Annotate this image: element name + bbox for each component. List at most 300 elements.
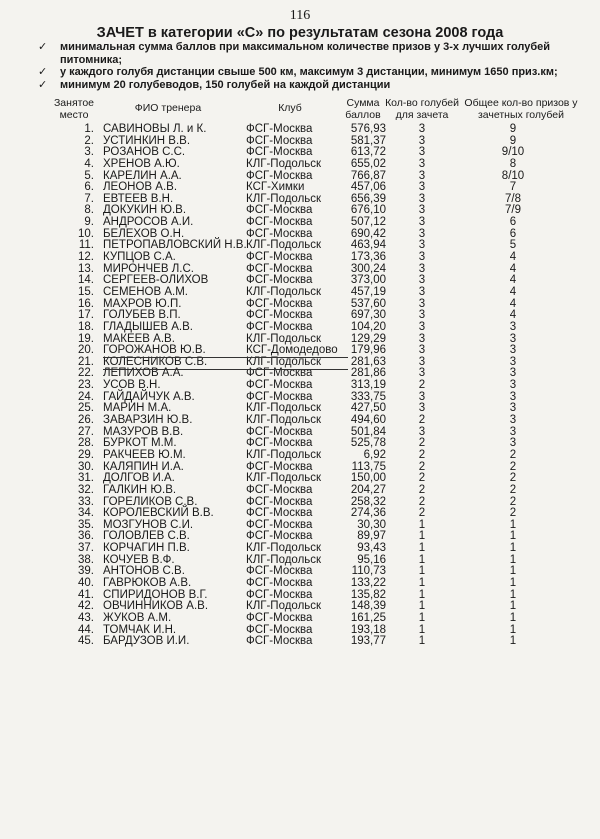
pigeon-count-cell: 3 (418, 123, 426, 135)
club-cell: ФСГ-Москва (246, 274, 313, 287)
score-cell: 373,00 (350, 274, 386, 287)
prize-count-cell: 6 (509, 227, 517, 240)
pigeon-count-cell: 2 (418, 472, 426, 485)
pigeon-count-cell: 3 (418, 309, 426, 322)
club-cell: КЛГ-Подольск (246, 472, 322, 485)
trainer-name-cell: КАЛЯПИН И.А. (103, 460, 184, 473)
trainer-name-cell: БЕЛЕХОВ О.Н. (103, 227, 185, 240)
place-cell: 23. (78, 379, 94, 392)
trainer-name-cell: СЕРГЕЕВ-ОЛИХОВ (103, 274, 209, 287)
trainer-name-cell: БУРКОТ М.М. (103, 437, 177, 450)
trainer-name-cell: МИРОНЧЕВ Л.С. (103, 262, 194, 275)
prize-count-cell: 8/10 (501, 169, 525, 182)
club-cell: ФСГ-Москва (246, 251, 313, 264)
place-cell: 19. (78, 332, 94, 345)
score-cell: 697,30 (350, 309, 386, 322)
score-cell: 494,60 (350, 414, 386, 427)
score-cell: 93,43 (357, 542, 386, 555)
trainer-name-cell: ЗАВАРЗИН Ю.В. (103, 414, 193, 427)
table-header (0, 95, 600, 123)
score-cell: 656,39 (350, 192, 386, 205)
place-cell: 4. (84, 157, 94, 170)
pigeon-count-cell: 3 (418, 367, 426, 380)
pigeon-count-cell: 1 (418, 542, 426, 555)
trainer-name-cell: ГОЛУБЕВ В.П. (103, 309, 181, 322)
pigeon-count-cell: 3 (418, 355, 426, 368)
club-cell: ФСГ-Москва (246, 460, 313, 473)
pigeon-count-cell: 3 (418, 344, 426, 357)
header-name: ФИО тренера (134, 102, 202, 114)
place-cell: 43. (78, 611, 94, 624)
prize-count-cell: 1 (509, 530, 517, 543)
trainer-name-cell: УСОВ В.Н. (103, 379, 161, 392)
trainer-name-cell: МАЗУРОВ В.В. (103, 425, 184, 438)
pigeon-count-cell: 1 (418, 553, 426, 566)
trainer-name-cell: ГАЛКИН Ю.В. (103, 483, 177, 496)
pigeon-count-cell: 3 (418, 285, 426, 298)
club-cell: ФСГ-Москва (246, 507, 313, 520)
trainer-name-cell: ЕВТЕЕВ В.Н. (103, 192, 174, 205)
table-row (0, 450, 600, 462)
club-cell: КЛГ-Подольск (246, 192, 322, 205)
place-cell: 15. (78, 285, 94, 298)
criteria-item (38, 66, 578, 79)
trainer-name-cell: ДОКУКИН Ю.В. (103, 204, 187, 217)
place-cell: 38. (78, 553, 94, 566)
trainer-name-cell: МАХРОВ Ю.П. (103, 297, 182, 310)
score-cell: 274,36 (350, 507, 386, 520)
score-cell: 690,42 (350, 227, 386, 240)
pigeon-count-cell: 2 (418, 379, 426, 392)
score-cell: 258,32 (350, 495, 386, 508)
place-cell: 35. (78, 518, 94, 531)
trainer-name-cell: ТОМЧАК И.Н. (103, 623, 177, 636)
score-cell: 525,78 (350, 437, 386, 450)
pigeon-count-cell: 3 (418, 239, 426, 252)
prize-count-cell: 2 (509, 460, 517, 473)
prize-count-cell: 9/10 (501, 146, 525, 159)
place-cell: 7. (84, 192, 94, 205)
table-row (0, 159, 600, 171)
place-cell: 28. (78, 437, 94, 450)
pigeon-count-cell: 2 (418, 460, 426, 473)
club-cell: ФСГ-Москва (246, 169, 313, 182)
checkmark-icon: ✓ (38, 41, 48, 53)
underline (103, 369, 348, 370)
club-cell: ФСГ-Москва (246, 518, 313, 531)
place-cell: 45. (78, 635, 94, 648)
place-cell: 39. (78, 565, 94, 578)
place-cell: 21. (78, 355, 94, 368)
place-cell: 5. (84, 169, 94, 182)
prize-count-cell: 1 (509, 600, 517, 613)
trainer-name-cell: АНТОНОВ С.В. (103, 565, 185, 578)
place-cell: 44. (78, 623, 94, 636)
score-cell: 173,36 (350, 251, 386, 264)
table-row (0, 543, 600, 555)
club-cell: ФСГ-Москва (246, 309, 313, 322)
header-count: Кол-во голубей для зачета (385, 97, 459, 121)
place-cell: 6. (84, 181, 94, 194)
score-cell: 613,72 (350, 146, 386, 159)
pigeon-count-cell: 3 (418, 274, 426, 287)
trainer-name-cell: МОЗГУНОВ С.И. (103, 518, 194, 531)
table-row (0, 578, 600, 590)
place-cell: 37. (78, 542, 94, 555)
trainer-name-cell: КОЛЕСНИКОВ С.В. (103, 355, 208, 368)
club-cell: КЛГ-Подольск (246, 600, 322, 613)
club-cell: КЛГ-Подольск (246, 542, 322, 555)
club-cell: ФСГ-Москва (246, 565, 313, 578)
page-number: 116 (289, 8, 311, 23)
prize-count-cell: 3 (509, 379, 517, 392)
score-cell: 655,02 (350, 157, 386, 170)
criteria-text: минимальная сумма баллов при максимальном количестве призов у 3-х лучших голубей питомника; (60, 41, 551, 66)
prize-count-cell: 1 (509, 565, 517, 578)
table-row (0, 636, 600, 648)
score-cell: 313,19 (350, 379, 386, 392)
place-cell: 24. (78, 390, 94, 403)
club-cell: ФСГ-Москва (246, 635, 313, 648)
place-cell: 14. (78, 274, 94, 287)
score-cell: 576,93 (350, 123, 386, 135)
prize-count-cell: 3 (509, 425, 517, 438)
place-cell: 3. (84, 146, 94, 159)
prize-count-cell: 1 (509, 623, 517, 636)
club-cell: ФСГ-Москва (246, 216, 313, 229)
prize-count-cell: 3 (509, 367, 517, 380)
place-cell: 42. (78, 600, 94, 613)
club-cell: ФСГ-Москва (246, 495, 313, 508)
pigeon-count-cell: 3 (418, 146, 426, 159)
club-cell: ФСГ-Москва (246, 367, 313, 380)
pigeon-count-cell: 1 (418, 623, 426, 636)
pigeon-count-cell: 3 (418, 425, 426, 438)
pigeon-count-cell: 3 (418, 204, 426, 217)
criteria-item (38, 79, 578, 92)
pigeon-count-cell: 1 (418, 635, 426, 648)
score-cell: 113,75 (351, 460, 386, 473)
underline (103, 357, 348, 358)
pigeon-count-cell: 1 (418, 518, 426, 531)
header-club: Клуб (278, 102, 302, 114)
score-cell: 457,06 (350, 181, 386, 194)
place-cell: 18. (78, 320, 94, 333)
table-row (0, 380, 600, 392)
table-row (0, 613, 600, 625)
place-cell: 1. (84, 123, 94, 135)
trainer-name-cell: КАРЕЛИН А.А. (103, 169, 182, 182)
trainer-name-cell: САВИНОВЫ Л. и К. (103, 123, 207, 135)
place-cell: 13. (78, 262, 94, 275)
criteria-list (38, 41, 578, 91)
pigeon-count-cell: 3 (418, 402, 426, 415)
pigeon-count-cell: 3 (418, 251, 426, 264)
pigeon-count-cell: 1 (418, 600, 426, 613)
trainer-name-cell: БАРДУЗОВ И.И. (103, 635, 190, 648)
club-cell: ФСГ-Москва (246, 379, 313, 392)
club-cell: КЛГ-Подольск (246, 239, 322, 252)
trainer-name-cell: ГЛАДЫШЕВ А.В. (103, 320, 193, 333)
club-cell: ФСГ-Москва (246, 483, 313, 496)
place-cell: 2. (84, 134, 94, 147)
trainer-name-cell: КУПЦОВ С.А. (103, 251, 176, 264)
place-cell: 20. (78, 344, 94, 357)
club-cell: ФСГ-Москва (246, 437, 313, 450)
score-cell: 766,87 (350, 169, 386, 182)
place-cell: 25. (78, 402, 94, 415)
prize-count-cell: 3 (509, 402, 517, 415)
score-cell: 30,30 (357, 518, 386, 531)
club-cell: ФСГ-Москва (246, 320, 313, 333)
club-cell: КЛГ-Подольск (246, 448, 322, 461)
club-cell: КЛГ-Подольск (246, 402, 322, 415)
page-title: ЗАЧЕТ в категории «С» по результатам сезона 2008 года (96, 25, 504, 41)
prize-count-cell: 2 (509, 507, 517, 520)
checkmark-icon: ✓ (38, 66, 48, 78)
score-cell: 507,12 (350, 216, 386, 229)
club-cell: ФСГ-Москва (246, 530, 313, 543)
club-cell: КСГ-Домодедово (246, 344, 338, 357)
club-cell: ФСГ-Москва (246, 576, 313, 589)
club-cell: КЛГ-Подольск (246, 157, 322, 170)
pigeon-count-cell: 2 (418, 483, 426, 496)
score-cell: 457,19 (350, 285, 386, 298)
club-cell: ФСГ-Москва (246, 204, 313, 217)
trainer-name-cell: ЛЕПИХОВ А.А. (103, 367, 184, 380)
pigeon-count-cell: 1 (418, 576, 426, 589)
criteria-item (38, 41, 578, 66)
prize-count-cell: 3 (509, 332, 517, 345)
score-cell: 193,18 (350, 623, 386, 636)
prize-count-cell: 4 (509, 262, 517, 275)
prize-count-cell: 3 (509, 414, 517, 427)
club-cell: ФСГ-Москва (246, 227, 313, 240)
prize-count-cell: 3 (509, 437, 517, 450)
score-cell: 333,75 (350, 390, 386, 403)
club-cell: ФСГ-Москва (246, 146, 313, 159)
score-cell: 537,60 (350, 297, 386, 310)
score-cell: 501,84 (350, 425, 386, 438)
place-cell: 16. (78, 297, 94, 310)
pigeon-count-cell: 3 (418, 181, 426, 194)
place-cell: 41. (78, 588, 94, 601)
club-cell: КЛГ-Подольск (246, 285, 322, 298)
prize-count-cell: 7/8 (505, 192, 521, 205)
pigeon-count-cell: 1 (418, 565, 426, 578)
trainer-name-cell: КОРОЛЕВСКИЙ В.В. (103, 507, 214, 520)
table-row (0, 287, 600, 299)
pigeon-count-cell: 3 (418, 134, 426, 147)
score-cell: 581,37 (350, 134, 386, 147)
prize-count-cell: 2 (509, 495, 517, 508)
place-cell: 26. (78, 414, 94, 427)
table-row (0, 322, 600, 334)
prize-count-cell: 5 (509, 239, 517, 252)
prize-count-cell: 1 (509, 611, 517, 624)
club-cell: ФСГ-Москва (246, 588, 313, 601)
trainer-name-cell: МАРИН М.А. (103, 402, 172, 415)
pigeon-count-cell: 3 (418, 297, 426, 310)
score-cell: 135,82 (350, 588, 386, 601)
club-cell: ФСГ-Москва (246, 611, 313, 624)
prize-count-cell: 3 (509, 355, 517, 368)
pigeon-count-cell: 1 (418, 530, 426, 543)
pigeon-count-cell: 2 (418, 495, 426, 508)
score-cell: 300,24 (350, 262, 386, 275)
place-cell: 17. (78, 309, 94, 322)
prize-count-cell: 6 (509, 216, 517, 229)
prize-count-cell: 1 (509, 542, 517, 555)
club-cell: ФСГ-Москва (246, 623, 313, 636)
score-cell: 179,96 (350, 344, 386, 357)
pigeon-count-cell: 3 (418, 262, 426, 275)
score-cell: 110,73 (351, 565, 386, 578)
trainer-name-cell: АНДРОСОВ А.И. (103, 216, 194, 229)
trainer-name-cell: СПИРИДОНОВ В.Г. (103, 588, 208, 601)
trainer-name-cell: ГОЛОВЛЕВ С.В. (103, 530, 190, 543)
score-cell: 150,00 (350, 472, 386, 485)
score-cell: 161,25 (350, 611, 386, 624)
trainer-name-cell: ДОЛГОВ И.А. (103, 472, 175, 485)
trainer-name-cell: ГОРОЖАНОВ Ю.В. (103, 344, 206, 357)
prize-count-cell: 4 (509, 274, 517, 287)
club-cell: ФСГ-Москва (246, 123, 313, 135)
prize-count-cell: 1 (509, 553, 517, 566)
club-cell: ФСГ-Москва (246, 390, 313, 403)
prize-count-cell: 1 (509, 576, 517, 589)
prize-count-cell: 1 (509, 635, 517, 648)
pigeon-count-cell: 3 (418, 227, 426, 240)
place-cell: 12. (78, 251, 94, 264)
results-table (0, 124, 600, 648)
club-cell: КСГ-Химки (246, 181, 305, 194)
place-cell: 36. (78, 530, 94, 543)
score-cell: 129,29 (350, 332, 386, 345)
pigeon-count-cell: 2 (418, 507, 426, 520)
place-cell: 22. (78, 367, 94, 380)
prize-count-cell: 8 (509, 157, 517, 170)
prize-count-cell: 3 (509, 320, 517, 333)
trainer-name-cell: ОВЧИННИКОВ А.В. (103, 600, 209, 613)
place-cell: 30. (78, 460, 94, 473)
score-cell: 104,20 (350, 320, 386, 333)
trainer-name-cell: РАКЧЕЕВ Ю.М. (103, 448, 186, 461)
prize-count-cell: 4 (509, 309, 517, 322)
score-cell: 463,94 (350, 239, 386, 252)
club-cell: КЛГ-Подольск (246, 414, 322, 427)
prize-count-cell: 4 (509, 251, 517, 264)
pigeon-count-cell: 1 (418, 588, 426, 601)
criteria-text: минимум 20 голубеводов, 150 голубей на каждой дистанции (60, 78, 391, 91)
pigeon-count-cell: 1 (418, 611, 426, 624)
trainer-name-cell: ХРЕНОВ А.Ю. (103, 157, 180, 170)
score-cell: 427,50 (350, 402, 386, 415)
prize-count-cell: 4 (509, 297, 517, 310)
place-cell: 40. (78, 576, 94, 589)
place-cell: 31. (78, 472, 94, 485)
club-cell: ФСГ-Москва (246, 262, 313, 275)
club-cell: ФСГ-Москва (246, 425, 313, 438)
club-cell: КЛГ-Подольск (246, 332, 322, 345)
pigeon-count-cell: 3 (418, 332, 426, 345)
prize-count-cell: 1 (509, 588, 517, 601)
score-cell: 148,39 (350, 600, 386, 613)
score-cell: 193,77 (350, 635, 386, 648)
table-row (0, 252, 600, 264)
trainer-name-cell: КОРЧАГИН П.В. (103, 542, 190, 555)
criteria-text: у каждого голубя дистанции свыше 500 км, максимум 3 дистанции, минимум 1650 приз.км; (60, 66, 558, 78)
prize-count-cell: 9 (509, 134, 517, 147)
trainer-name-cell: ПЕТРОПАВЛОВСКИЙ Н.В. (103, 239, 247, 252)
score-cell: 89,97 (357, 530, 386, 543)
place-cell: 32. (78, 483, 94, 496)
prize-count-cell: 3 (509, 344, 517, 357)
pigeon-count-cell: 2 (418, 437, 426, 450)
trainer-name-cell: ГОРЕЛИКОВ С.В. (103, 495, 198, 508)
table-row (0, 124, 600, 136)
pigeon-count-cell: 3 (418, 192, 426, 205)
pigeon-count-cell: 3 (418, 169, 426, 182)
trainer-name-cell: ГАЙДАЙЧУК А.В. (103, 390, 195, 403)
club-cell: ФСГ-Москва (246, 297, 313, 310)
header-score: Сумма баллов (345, 97, 381, 121)
score-cell: 281,86 (350, 367, 386, 380)
place-cell: 27. (78, 425, 94, 438)
score-cell: 133,22 (350, 576, 386, 589)
pigeon-count-cell: 2 (418, 448, 426, 461)
trainer-name-cell: РОЗАНОВ С.С. (103, 146, 186, 159)
score-cell: 204,27 (350, 483, 386, 496)
club-cell: ФСГ-Москва (246, 134, 313, 147)
checkmark-icon: ✓ (38, 78, 48, 91)
prize-count-cell: 2 (509, 448, 517, 461)
score-cell: 6,92 (363, 448, 386, 461)
trainer-name-cell: ГАВРЮКОВ А.В. (103, 576, 192, 589)
prize-count-cell: 7/9 (505, 204, 521, 217)
prize-count-cell: 9 (509, 123, 517, 135)
trainer-name-cell: УСТИНКИН В.В. (103, 134, 191, 147)
club-cell: КЛГ-Подольск (246, 355, 322, 368)
place-cell: 9. (84, 216, 94, 229)
pigeon-count-cell: 3 (418, 390, 426, 403)
place-cell: 11. (78, 239, 94, 252)
table-row (0, 485, 600, 497)
pigeon-count-cell: 3 (418, 216, 426, 229)
trainer-name-cell: КОЧУЕВ В.Ф. (103, 553, 175, 566)
prize-count-cell: 4 (509, 285, 517, 298)
prize-count-cell: 7 (509, 181, 517, 194)
trainer-name-cell: СЕМЕНОВ А.М. (103, 285, 188, 298)
score-cell: 281,63 (350, 355, 386, 368)
trainer-name-cell: ЛЕОНОВ А.В. (103, 181, 178, 194)
place-cell: 10. (78, 227, 94, 240)
pigeon-count-cell: 3 (418, 320, 426, 333)
club-cell: КЛГ-Подольск (246, 553, 322, 566)
header-place: Занятое место (53, 97, 95, 121)
pigeon-count-cell: 3 (418, 157, 426, 170)
trainer-name-cell: ЖУКОВ А.М. (103, 611, 172, 624)
header-prizes: Общее кол-во призов у зачетных голубей (464, 97, 578, 121)
prize-count-cell: 2 (509, 483, 517, 496)
score-cell: 676,10 (350, 204, 386, 217)
pigeon-count-cell: 2 (418, 414, 426, 427)
place-cell: 34. (78, 507, 94, 520)
place-cell: 8. (84, 204, 94, 217)
table-row (0, 415, 600, 427)
prize-count-cell: 3 (509, 390, 517, 403)
place-cell: 29. (78, 448, 94, 461)
